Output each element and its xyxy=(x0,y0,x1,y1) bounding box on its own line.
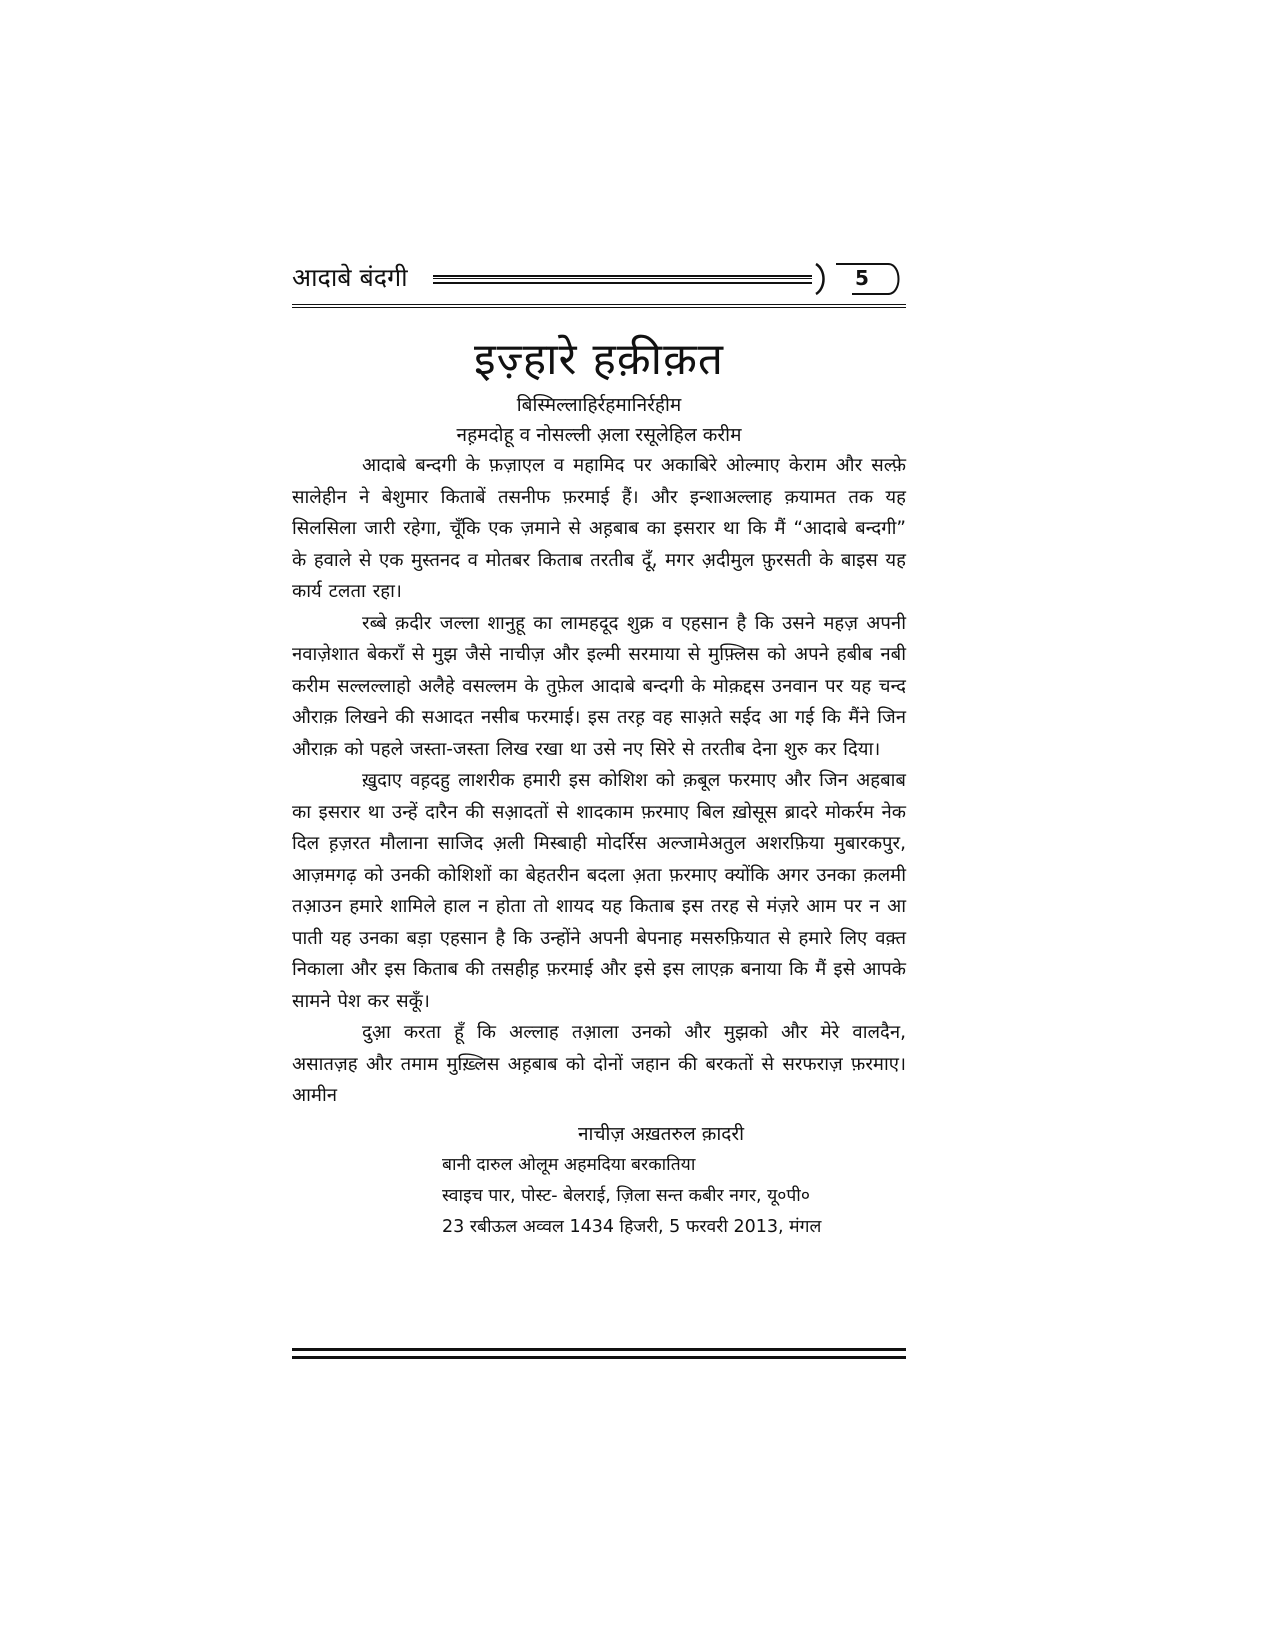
book-page xyxy=(292,262,906,1243)
header-decorative-rule xyxy=(433,275,812,284)
book-title: आदाबे बंदगी xyxy=(292,263,408,292)
paragraph-3: ख़ुदाए वह़दहु लाशरीक हमारी इस कोशिश को क़बूल फरमाए और जिन अहबाब का इसरार था उन्हें दारैन की सआ़दतों से शादकाम फ़रमाए बिल ख़ोसूस ब्रादरे मोकर्रम नेक दिल ह़ज़रत मौलाना साजिद अ़ली मिस्बाही मोदर्रिस अल्जामेअतुल अशरफ़िया मुबारकपुर, आज़मगढ़ को उनकी कोशिशों का बेहतरीन बदला अ़ता फ़रमाए क्योंकि अगर उनका क़लमी तआ़उन हमारे शामिले हाल न होता तो शायद यह किताब इस तरह से मंज़रे आम पर न आ पाती यह उनका बड़ा एहसान है कि उन्होंने अपनी बेपनाह मसरुफ़ियात से हमारे लिए वक़्त निकाला और इस किताब की तसहीह़ फ़रमाई और इसे इस लाएक़ बनाया कि मैं इसे आपके सामने पेश कर सकूँ। xyxy=(292,770,906,1012)
paragraph-4: दुआ़ करता हूँ कि अल्लाह तआ़ला उनको और मुझको और मेरे वालदैन, असातज़ह और तमाम मुख़्लिस अह़बाब को दोनों जहान की बरकतों से सरफराज़ फ़रमाए। आमीन xyxy=(292,1022,906,1106)
running-header xyxy=(292,262,906,312)
author-address: स्वाइच पार, पोस्ट- बेलराई, ज़िला सन्त कबीर नगर, यू०पी० xyxy=(442,1185,810,1206)
header-underline xyxy=(292,304,906,308)
author-designation: बानी दारुल ओलूम अहमदिया बरकातिया xyxy=(442,1154,696,1175)
footer-rule xyxy=(292,1348,906,1359)
paragraph-2: रब्बे क़दीर जल्ला शानुहू का लामहदूद शुक्र व एहसान है कि उसने महज़ अपनी नवाज़ेशात बेकराँ से मुझ जैसे नाचीज़ और इल्मी सरमाया से मुफ़्लिस को अपने हबीब नबी करीम सल्लल्लाहो अलैहे वसल्लम के तुफ़ेल आदाबे बन्दगी के मोक़द्दस उनवान पर यह चन्द औराक़ लिखने की सआदत नसीब फरमाई। इस तरह़ वह साअ़ते सईद आ गई कि मैंने जिन औराक़ को पहले जस्ता-जस्ता लिख रखा था उसे नए सिरे से तरतीब देना शुरु कर दिया। xyxy=(292,612,906,760)
page-number-tab xyxy=(812,262,904,296)
paragraph-1: आदाबे बन्दगी के फ़ज़ाएल व महामिद पर अकाबिरे ओल्माए केराम और सल्फ़े सालेहीन ने बेशुमार किताबें तसनीफ फ़रमाई हैं। और इन्शाअल्लाह क़यामत तक यह सिलसिला जारी रहेगा, चूँकि एक ज़माने से अह़बाब का इसरार था कि मैं “आदाबे बन्दगी” के हवाले से एक मुस्तनद व मोतबर किताब तरतीब दूँ, मगर अ़दीमुल फ़ुरसती के बाइस यह कार्य टलता रहा। xyxy=(292,455,906,602)
signature-date: 23 रबीऊल अव्वल 1434 हिजरी, 5 फरवरी 2013, मंगल xyxy=(442,1216,822,1237)
page-number: 5 xyxy=(855,266,869,290)
page-heading: इज़्हारे हक़ीक़त xyxy=(474,334,724,385)
bismillah-line: बिस्मिल्लाहिर्रहमानिर्रहीम xyxy=(516,394,682,416)
author-name: नाचीज़ अख़तरुल क़ादरी xyxy=(578,1122,745,1145)
signature-block xyxy=(292,1118,906,1243)
salutation-line: नह़मदोहू व नोसल्ली अ़ला रसूलेहिल करीम xyxy=(456,424,742,446)
